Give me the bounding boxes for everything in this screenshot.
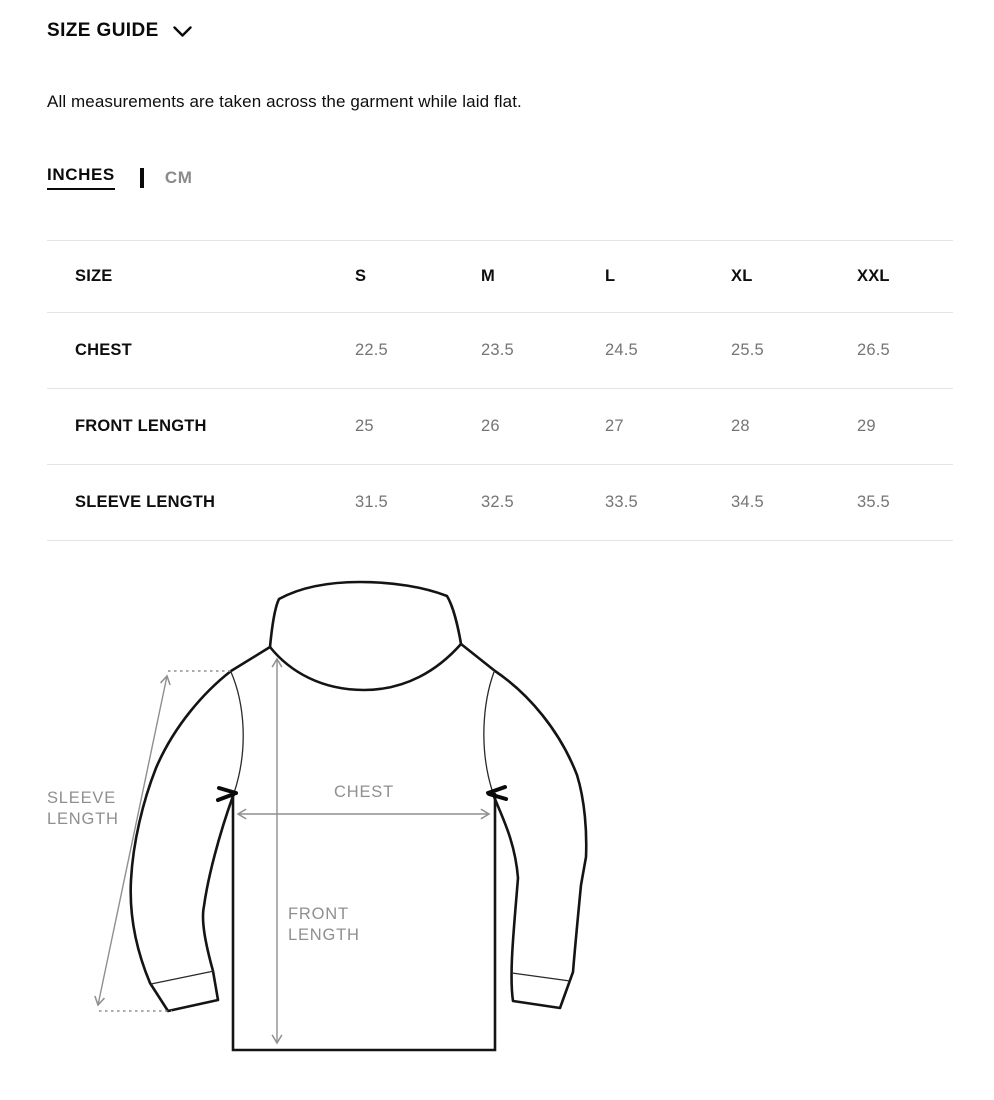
cell-value: 29	[857, 417, 876, 435]
left-armhole-seam	[231, 672, 243, 793]
header-cell-xl: XL	[731, 267, 753, 285]
cell-value: 28	[731, 417, 750, 435]
unit-separator	[140, 168, 144, 188]
size-table	[47, 240, 953, 541]
cell-value: 22.5	[355, 341, 388, 359]
unit-toggle	[47, 165, 192, 190]
sleeve-length-label-line1: SLEEVE	[47, 789, 117, 807]
chest-label: CHEST	[334, 783, 394, 801]
sleeve-length-arrow	[98, 676, 167, 1005]
table-header-row	[47, 241, 953, 313]
row-label: CHEST	[75, 341, 132, 359]
cell-value: 24.5	[605, 341, 638, 359]
header-cell-size: SIZE	[75, 267, 113, 285]
cell-value: 34.5	[731, 493, 764, 511]
header-cell-xxl: XXL	[857, 267, 890, 285]
cell-value: 25.5	[731, 341, 764, 359]
hood-outer	[270, 582, 461, 647]
size-guide-toggle[interactable]	[47, 20, 192, 42]
garment-measurement-diagram	[0, 555, 994, 1100]
cell-value: 23.5	[481, 341, 514, 359]
cell-value: 26.5	[857, 341, 890, 359]
unit-tab-cm[interactable]: CM	[164, 167, 193, 187]
header-cell-l: L	[605, 267, 616, 285]
right-sleeve	[461, 644, 586, 1008]
sleeve-length-label-line2: LENGTH	[47, 810, 119, 828]
front-length-label-line1: FRONT	[288, 905, 349, 923]
page-title: SIZE GUIDE	[47, 20, 159, 41]
cell-value: 32.5	[481, 493, 514, 511]
cell-value: 26	[481, 417, 500, 435]
cell-value: 31.5	[355, 493, 388, 511]
row-label: FRONT LENGTH	[75, 417, 207, 435]
cell-value: 35.5	[857, 493, 890, 511]
front-length-label-line2: LENGTH	[288, 926, 360, 944]
table-row-front-length	[47, 389, 953, 465]
body-panel	[233, 794, 495, 1050]
right-cuff-seam	[512, 973, 570, 981]
hood-opening	[270, 644, 461, 690]
table-row-sleeve-length	[47, 465, 953, 541]
header-cell-s: S	[355, 267, 367, 285]
cell-value: 25	[355, 417, 374, 435]
chevron-down-icon	[173, 26, 192, 38]
left-cuff-seam	[151, 971, 214, 984]
table-row-chest	[47, 313, 953, 389]
left-sleeve	[131, 647, 270, 1011]
right-armhole-seam	[484, 672, 494, 790]
cell-value: 27	[605, 417, 624, 435]
hoodie-outline	[131, 582, 587, 1050]
unit-tab-inches[interactable]: INCHES	[47, 165, 115, 190]
measurement-annotations	[98, 659, 489, 1043]
row-label: SLEEVE LENGTH	[75, 493, 216, 511]
cell-value: 33.5	[605, 493, 638, 511]
header-cell-m: M	[481, 267, 495, 285]
measurement-note: All measurements are taken across the garment while laid flat.	[47, 92, 522, 111]
